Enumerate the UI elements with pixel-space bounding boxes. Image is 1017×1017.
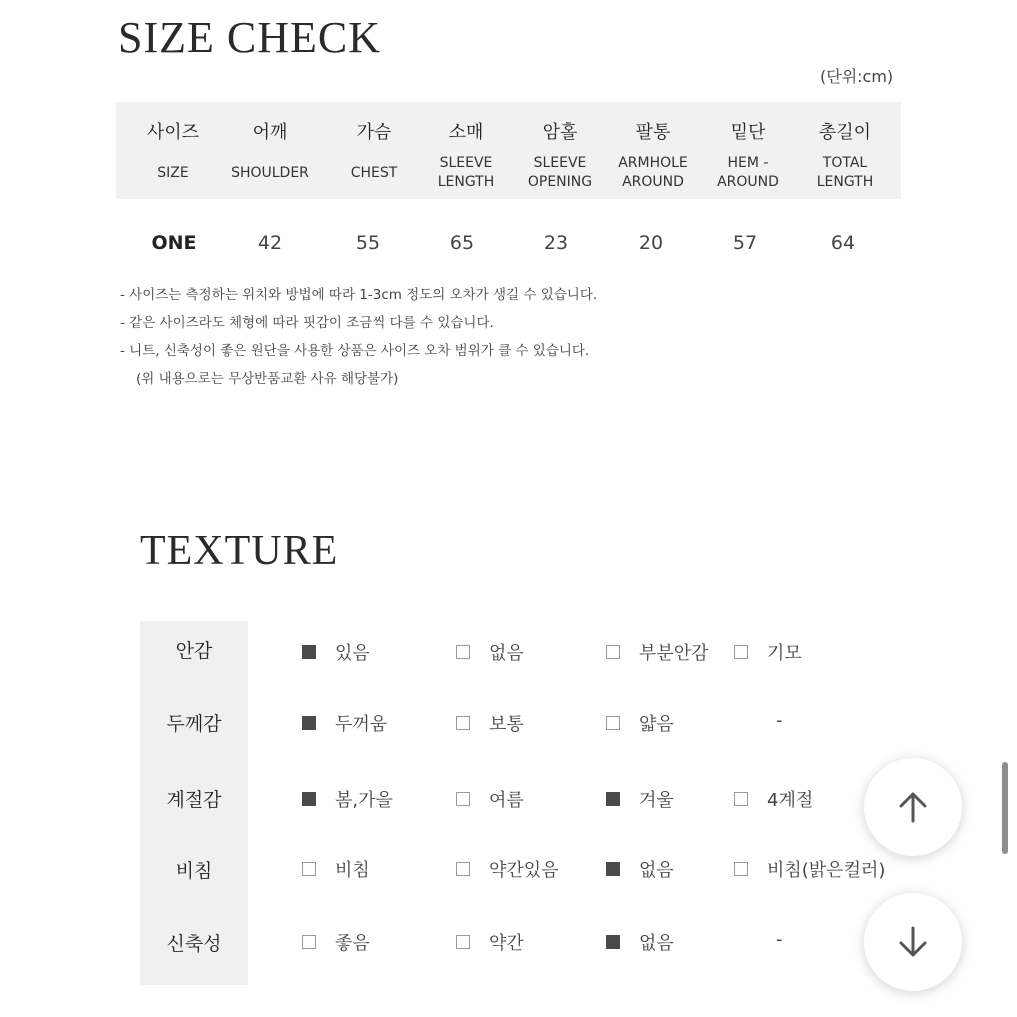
option-label: 겨울 bbox=[639, 790, 674, 811]
option-label: 기모 bbox=[767, 643, 802, 664]
column-header-en: SLEEVE LENGTH bbox=[437, 155, 495, 190]
option-label: 봄,가을 bbox=[335, 790, 393, 811]
column-header-ko: 암홀 bbox=[542, 122, 578, 143]
checkbox-icon bbox=[456, 716, 470, 730]
checkbox-icon bbox=[302, 862, 316, 876]
column-header-en: ARMHOLE AROUND bbox=[618, 155, 688, 190]
checkbox-icon bbox=[734, 862, 748, 876]
checkbox-icon bbox=[456, 645, 470, 659]
texture-row-label: 신축성 bbox=[166, 933, 222, 955]
option-label: 두꺼움 bbox=[335, 714, 388, 735]
option-label: 없음 bbox=[489, 643, 524, 664]
texture-row-label: 계절감 bbox=[166, 789, 222, 811]
option-dash: - bbox=[776, 710, 783, 731]
texture-option bbox=[606, 856, 674, 882]
texture-option bbox=[302, 929, 370, 955]
texture-option bbox=[302, 710, 387, 736]
column-header-en: CHEST bbox=[350, 165, 398, 181]
checkbox-icon bbox=[734, 645, 748, 659]
chest-cell: 55 bbox=[355, 232, 381, 254]
checkbox-icon bbox=[302, 645, 316, 659]
option-label: 없음 bbox=[639, 933, 674, 954]
checkbox-icon bbox=[456, 862, 470, 876]
size-note: - 같은 사이즈라도 체형에 따라 핏감이 조금씩 다를 수 있습니다. bbox=[120, 315, 494, 331]
scrollbar[interactable] bbox=[1002, 762, 1008, 854]
size-table-header bbox=[116, 102, 901, 199]
texture-title: TEXTURE bbox=[140, 528, 339, 574]
texture-option bbox=[302, 786, 393, 812]
texture-option bbox=[606, 786, 674, 812]
size-check-title: SIZE CHECK bbox=[118, 13, 381, 62]
checkbox-icon bbox=[606, 935, 620, 949]
option-label: 4계절 bbox=[767, 790, 814, 811]
scroll-up-button[interactable] bbox=[864, 758, 962, 856]
sleeve-opening-cell: 23 bbox=[543, 232, 569, 254]
texture-option bbox=[456, 639, 524, 665]
column-header-ko: 총길이 bbox=[818, 122, 872, 143]
texture-option bbox=[734, 856, 885, 882]
option-label: 좋음 bbox=[335, 933, 370, 954]
hem-cell: 57 bbox=[732, 232, 758, 254]
texture-row-label: 비침 bbox=[175, 860, 213, 882]
texture-option bbox=[606, 639, 709, 665]
arrow-up-icon bbox=[893, 787, 933, 827]
option-label: 약간 bbox=[489, 933, 524, 954]
checkbox-icon bbox=[606, 716, 620, 730]
option-label: 비침 bbox=[335, 860, 370, 881]
option-label: 부분안감 bbox=[639, 643, 709, 664]
checkbox-icon bbox=[302, 716, 316, 730]
shoulder-cell: 42 bbox=[257, 232, 283, 254]
checkbox-icon bbox=[302, 935, 316, 949]
option-label: 여름 bbox=[489, 790, 524, 811]
option-label: 비침(밝은컬러) bbox=[767, 860, 886, 881]
option-label: 약간있음 bbox=[489, 860, 559, 881]
option-label: 있음 bbox=[335, 643, 370, 664]
column-header-ko: 팔통 bbox=[635, 122, 671, 143]
texture-option bbox=[606, 929, 674, 955]
column-header-en: HEM -AROUND bbox=[717, 155, 779, 190]
scroll-down-button[interactable] bbox=[864, 893, 962, 991]
checkbox-icon bbox=[606, 792, 620, 806]
size-cell: ONE bbox=[151, 232, 197, 254]
checkbox-icon bbox=[606, 645, 620, 659]
texture-option bbox=[734, 786, 813, 812]
texture-option bbox=[606, 710, 674, 736]
option-label: 얇음 bbox=[639, 714, 674, 735]
arrow-down-icon bbox=[893, 922, 933, 962]
checkbox-icon bbox=[302, 792, 316, 806]
column-header-en: SIZE bbox=[157, 165, 189, 181]
option-label: 없음 bbox=[639, 860, 674, 881]
total-length-cell: 64 bbox=[830, 232, 856, 254]
checkbox-icon bbox=[606, 862, 620, 876]
unit-label: (단위:cm) bbox=[820, 67, 894, 86]
armhole-cell: 20 bbox=[638, 232, 664, 254]
texture-option bbox=[456, 710, 524, 736]
option-label: 보통 bbox=[489, 714, 524, 735]
checkbox-icon bbox=[456, 792, 470, 806]
sleeve-length-cell: 65 bbox=[449, 232, 475, 254]
checkbox-icon bbox=[734, 792, 748, 806]
column-header-ko: 어깨 bbox=[252, 122, 288, 143]
checkbox-icon bbox=[456, 935, 470, 949]
size-note: (위 내용으로는 무상반품교환 사유 해당불가) bbox=[136, 371, 399, 387]
column-header-en: TOTAL LENGTH bbox=[816, 155, 874, 190]
option-dash: - bbox=[776, 929, 783, 950]
texture-row-label: 안감 bbox=[175, 640, 213, 662]
texture-option bbox=[302, 639, 370, 665]
column-header-en: SLEEVE OPENING bbox=[527, 155, 593, 190]
texture-option bbox=[302, 856, 370, 882]
texture-row-label: 두께감 bbox=[166, 713, 222, 735]
size-note: - 니트, 신축성이 좋은 원단을 사용한 상품은 사이즈 오차 범위가 클 수 있습니다. bbox=[120, 343, 590, 359]
texture-option bbox=[456, 929, 524, 955]
column-header-ko: 소매 bbox=[448, 122, 484, 143]
size-note: - 사이즈는 측정하는 위치와 방법에 따라 1-3cm 정도의 오차가 생길 수 있습니다. bbox=[120, 287, 598, 303]
column-header-ko: 사이즈 bbox=[146, 122, 200, 143]
column-header-ko: 가슴 bbox=[356, 122, 392, 143]
texture-option bbox=[456, 856, 559, 882]
texture-option bbox=[734, 639, 802, 665]
column-header-en: SHOULDER bbox=[231, 165, 309, 181]
texture-option bbox=[456, 786, 524, 812]
column-header-ko: 밑단 bbox=[730, 122, 766, 143]
